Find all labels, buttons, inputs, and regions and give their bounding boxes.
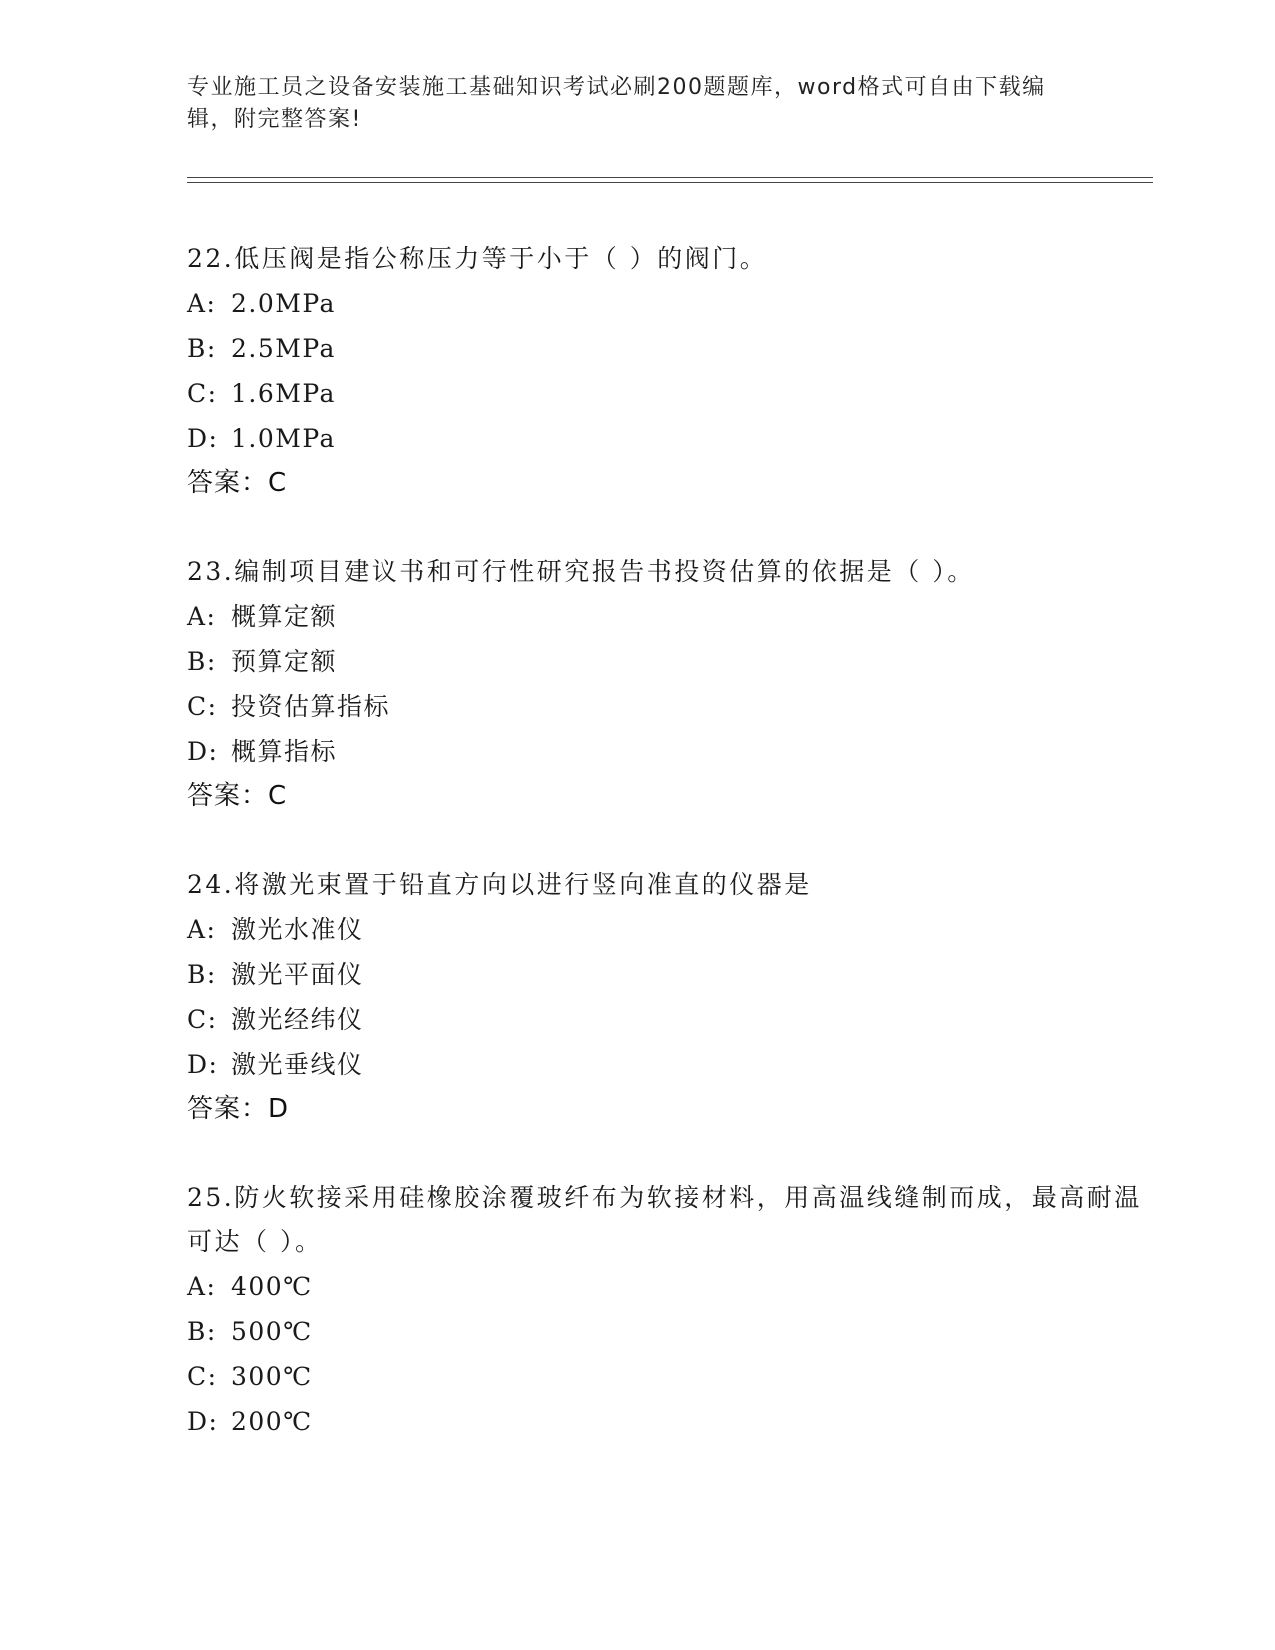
option-text: 1.0MPa xyxy=(231,424,336,453)
question-list xyxy=(187,237,1147,1489)
option-b xyxy=(187,1309,1147,1354)
option-d xyxy=(187,1042,1147,1087)
option-text: 概算指标 xyxy=(231,737,338,766)
option-text: 500℃ xyxy=(231,1317,313,1346)
option-b xyxy=(187,326,1147,371)
option-key: D: xyxy=(187,424,219,453)
option-key: B: xyxy=(187,334,217,363)
option-text: 2.0MPa xyxy=(231,289,336,318)
option-text: 300℃ xyxy=(231,1362,313,1391)
option-key: A: xyxy=(187,602,217,631)
answer-line: 答案：C xyxy=(187,781,288,811)
option-key: D: xyxy=(187,1407,219,1436)
question-stem: 24.将激光束置于铅直方向以进行竖向准直的仪器是 xyxy=(187,870,812,899)
header-divider-top xyxy=(187,177,1153,178)
question-23 xyxy=(187,550,1147,818)
option-key: C: xyxy=(187,1005,218,1034)
option-text: 激光垂线仪 xyxy=(231,1050,364,1079)
option-text: 200℃ xyxy=(231,1407,313,1436)
option-key: B: xyxy=(187,1317,217,1346)
option-text: 2.5MPa xyxy=(231,334,336,363)
option-key: B: xyxy=(187,960,217,989)
answer-line: 答案：C xyxy=(187,468,288,498)
option-text: 激光经纬仪 xyxy=(231,1005,364,1034)
option-key: D: xyxy=(187,1050,219,1079)
question-24 xyxy=(187,863,1147,1131)
document-header: 专业施工员之设备安装施工基础知识考试必刷200题题库，word格式可自由下载编辑，附完整答案! xyxy=(187,75,1046,132)
option-d xyxy=(187,416,1147,461)
option-a xyxy=(187,1264,1147,1309)
question-stem: 22.低压阀是指公称压力等于小于（ ）的阀门。 xyxy=(187,244,768,273)
option-d xyxy=(187,729,1147,774)
answer-line: 答案：D xyxy=(187,1094,290,1124)
question-25 xyxy=(187,1176,1147,1444)
option-text: 1.6MPa xyxy=(231,379,336,408)
option-d xyxy=(187,1399,1147,1444)
option-key: A: xyxy=(187,1272,217,1301)
option-key: B: xyxy=(187,647,217,676)
option-b xyxy=(187,639,1147,684)
option-key: C: xyxy=(187,1362,218,1391)
option-text: 激光水准仪 xyxy=(231,915,364,944)
question-stem: 25.防火软接采用硅橡胶涂覆玻纤布为软接材料，用高温线缝制而成，最高耐温可达（ ）。 xyxy=(187,1183,1142,1256)
option-b xyxy=(187,952,1147,997)
option-c xyxy=(187,684,1147,729)
option-key: D: xyxy=(187,737,219,766)
option-text: 激光平面仪 xyxy=(231,960,364,989)
option-text: 投资估算指标 xyxy=(231,692,391,721)
option-a xyxy=(187,281,1147,326)
option-c xyxy=(187,371,1147,416)
option-a xyxy=(187,594,1147,639)
option-text: 概算定额 xyxy=(231,602,338,631)
option-a xyxy=(187,907,1147,952)
option-key: C: xyxy=(187,379,218,408)
question-stem: 23.编制项目建议书和可行性研究报告书投资估算的依据是（ ）。 xyxy=(187,557,975,586)
header-divider-bottom xyxy=(187,182,1153,183)
option-text: 400℃ xyxy=(231,1272,313,1301)
option-c xyxy=(187,1354,1147,1399)
option-key: C: xyxy=(187,692,218,721)
option-text: 预算定额 xyxy=(231,647,338,676)
option-key: A: xyxy=(187,289,217,318)
question-22 xyxy=(187,237,1147,505)
option-c xyxy=(187,997,1147,1042)
option-key: A: xyxy=(187,915,217,944)
